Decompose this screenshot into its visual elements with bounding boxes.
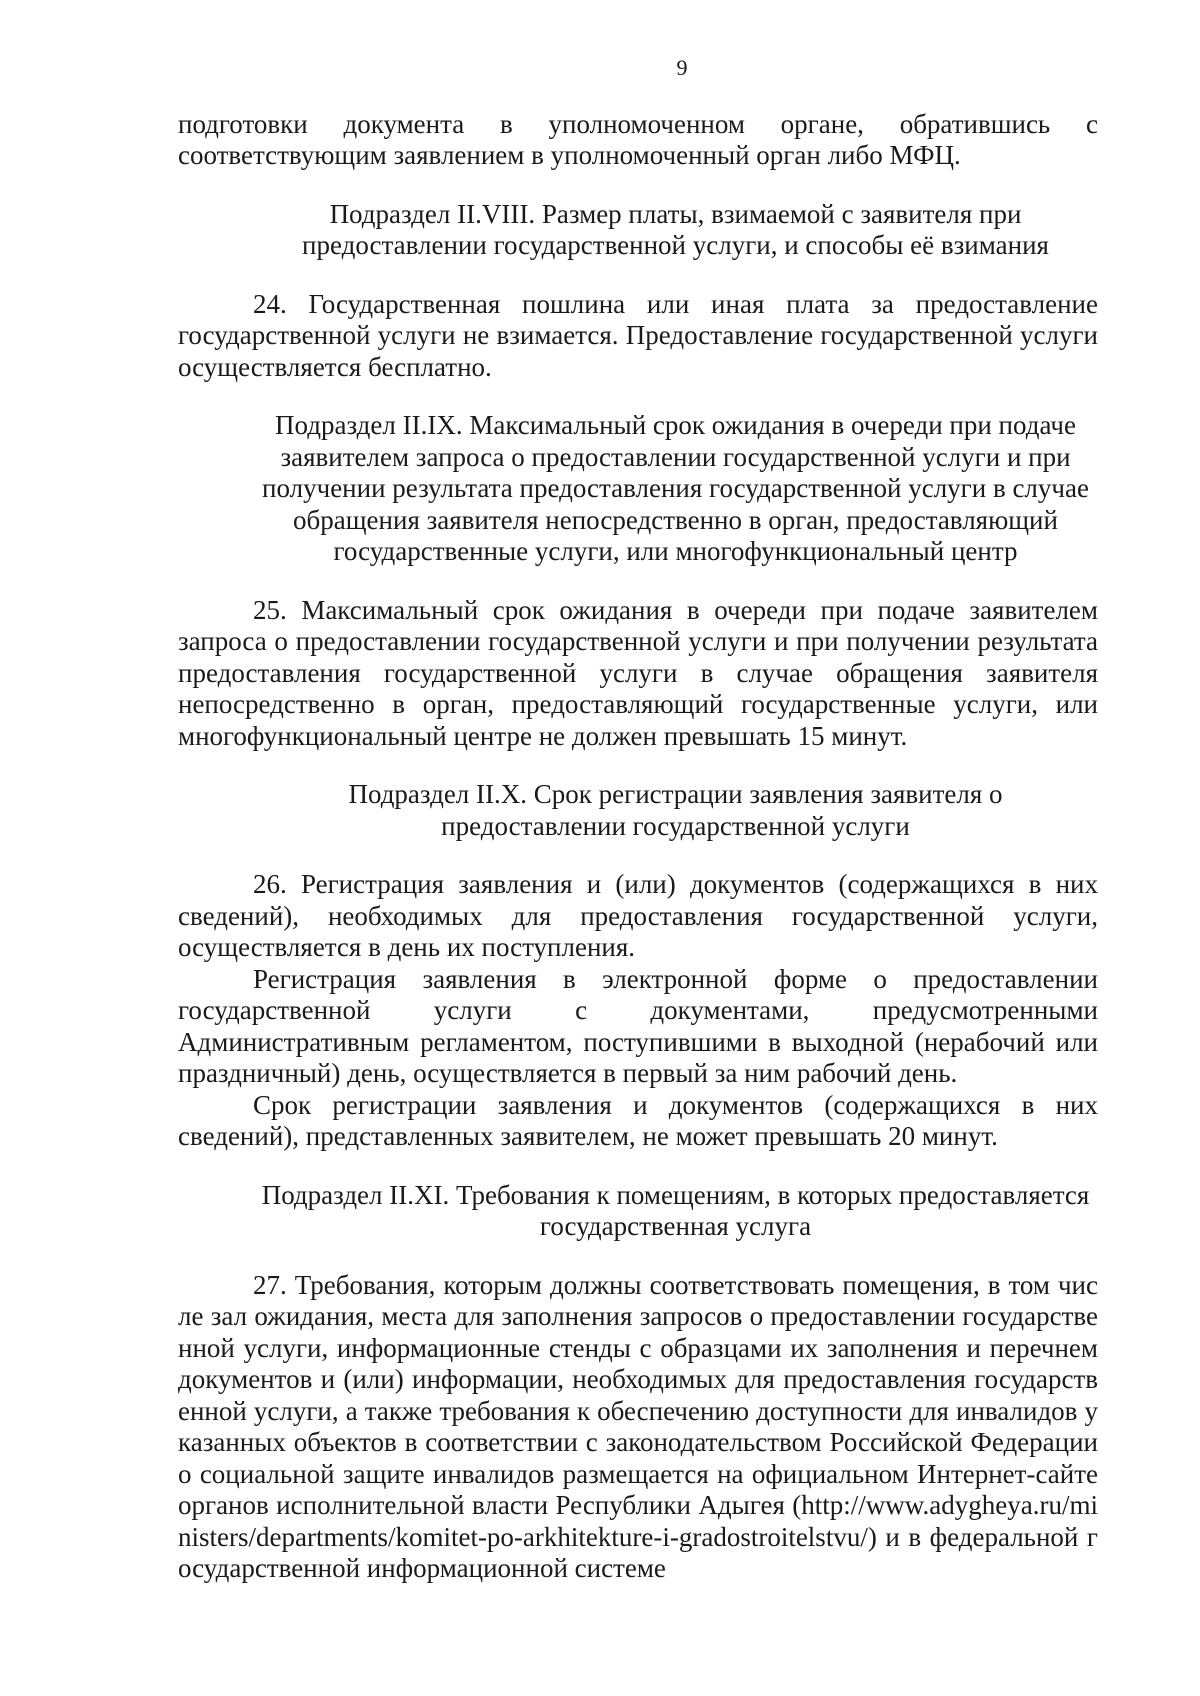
- paragraph-26-electronic-registration: Регистрация заявления в электронной форме о предоставлении государственной услуги с документами, предусмотренными Административным регламентом, поступившими в выходной (нерабочий или праздничный) день, осуществляется в первый за ним рабочий день.: [178, 963, 1098, 1088]
- subsection-heading-viii: Подраздел II.VIII. Размер платы, взимаемой с заявителя при предоставлении государственной услуги, и способы её взимания: [302, 198, 1049, 260]
- subsection-heading-xi: Подраздел II.XI. Требования к помещениям, в которых предоставляется государственная услуга: [261, 1179, 1090, 1241]
- paragraph-continuation: подготовки документа в уполномоченном органе, обратившись с соответствующим заявлением в уполномоченный орган либо МФЦ.: [178, 108, 1098, 170]
- paragraph-26-registration-time: Срок регистрации заявления и документов (содержащихся в них сведений), представленных заявителем, не может превышать 20 минут.: [178, 1089, 1098, 1151]
- paragraph-27: 27. Требования, которым должны соответствовать помещения, в том числе зал ожидания, места для заполнения запросов о предоставлении государственной услуги, информационные стенды с образцами их заполнения и перечнем документов и (или) информации, необходимых для предоставления государственной услуги, а также требования к обеспечению доступности для инвалидов указанных объектов в соответствии с законодательством Российской Федерации о социальной защите инвалидов размещается на официальном Интернет-сайте органов исполнительной власти Республики Адыгея (http://www.adygheya.ru/ministers/departments/komitet-po-arkhitekture-i-gradostroitelstvu/) и в федеральной государственной информационной системе: [178, 1269, 1098, 1583]
- subsection-heading-ix: Подраздел II.IX. Максимальный срок ожидания в очереди при подаче заявителем запроса о предоставлении государственной услуги и при получении результата предоставления государственной услуги в случае обращения заявителя непосредственно в орган, предоставляющий государственные услуги, или многофункциональный центр: [262, 410, 1089, 566]
- subsection-heading-x: Подраздел II.X. Срок регистрации заявления заявителя о предоставлении государственной услуги: [348, 779, 1003, 841]
- page-number: 9: [676, 55, 688, 80]
- document-page: [178, 52, 1098, 1585]
- paragraph-25: 25. Максимальный срок ожидания в очереди при подаче заявителем запроса о предоставлении государственной услуги и при получении результата предоставления государственной услуги в случае обращения заявителя непосредственно в орган, предоставляющий государственные услуги, или многофункциональный центре не должен превышать 15 минут.: [178, 594, 1098, 751]
- paragraph-26: 26. Регистрация заявления и (или) документов (содержащихся в них сведений), необходимых для предоставления государственной услуги, осуществляется в день их поступления.: [178, 869, 1098, 962]
- paragraph-24: 24. Государственная пошлина или иная плата за предоставление государственной услуги не взимается. Предоставление государственной услуги осуществляется бесплатно.: [178, 288, 1098, 382]
